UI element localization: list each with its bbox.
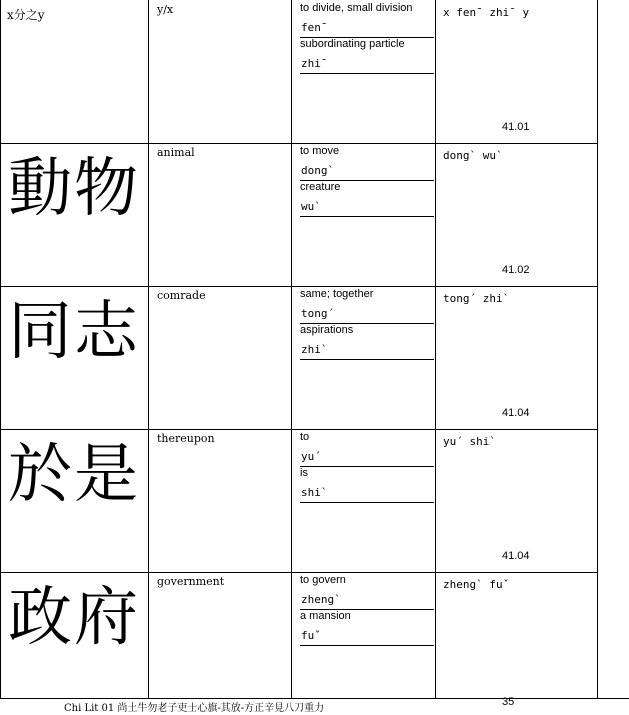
term-cell <box>0 572 148 715</box>
character-gloss-cell <box>292 572 435 715</box>
char-gloss: to govern <box>300 574 346 586</box>
lesson-ref: 41.04 <box>502 407 530 419</box>
full-pinyin: yu´ shi` <box>443 435 496 448</box>
lesson-ref: 41.04 <box>502 550 530 562</box>
pinyin-cell <box>436 143 598 286</box>
underline <box>300 645 434 646</box>
vocab-row <box>0 286 598 429</box>
term-cell <box>0 143 148 286</box>
full-pinyin: x fen¯ zhi¯ y <box>443 6 530 19</box>
char-gloss: to move <box>300 145 340 157</box>
underline <box>300 73 434 74</box>
char-pinyin: shi` <box>301 486 328 499</box>
term-hanzi: 於是 <box>8 438 140 512</box>
char-gloss: same; together <box>300 288 374 300</box>
char-pinyin: wu` <box>301 200 321 213</box>
underline <box>300 216 434 217</box>
underline <box>300 466 434 467</box>
english-cell <box>149 429 291 572</box>
character-gloss-cell <box>292 0 435 143</box>
english-cell <box>149 286 291 429</box>
lesson-ref: 41.01 <box>502 121 530 133</box>
underline <box>300 502 434 503</box>
term-text: x分之y <box>7 8 45 22</box>
term-cell <box>0 286 148 429</box>
char-pinyin: fen¯ <box>301 21 328 34</box>
english-meaning: comrade <box>157 289 206 302</box>
pinyin-cell <box>436 0 598 143</box>
english-cell <box>149 0 291 143</box>
page-footer: Chi Lit 01 尚土牛勿老子吏士心旗-其放-方正辛見八刀重力 <box>64 703 325 714</box>
term-hanzi: 動物 <box>8 152 140 226</box>
char-gloss: to divide, small division <box>300 2 413 14</box>
char-gloss: is <box>300 467 308 479</box>
english-meaning: animal <box>157 146 195 159</box>
full-pinyin: tong´ zhi` <box>443 292 510 305</box>
term-hanzi: 政府 <box>8 581 140 655</box>
character-gloss-cell <box>292 429 435 572</box>
char-pinyin: tong´ <box>301 307 335 320</box>
lesson-ref: 41.02 <box>502 264 530 276</box>
english-meaning: government <box>157 575 225 588</box>
char-gloss: to <box>300 431 310 443</box>
vocab-row <box>0 572 598 715</box>
page-number: 35 <box>502 696 515 708</box>
char-pinyin: dong` <box>301 164 335 177</box>
english-cell <box>149 143 291 286</box>
pinyin-cell <box>436 286 598 429</box>
full-pinyin: dong` wu` <box>443 149 503 162</box>
english-meaning: y/x <box>157 3 174 16</box>
character-gloss-cell <box>292 143 435 286</box>
vocab-row <box>0 0 598 143</box>
term-cell <box>0 0 148 143</box>
underline <box>300 359 434 360</box>
char-pinyin: fuˇ <box>301 629 321 642</box>
english-cell <box>149 572 291 715</box>
vocab-row <box>0 143 598 286</box>
char-pinyin: yu´ <box>301 450 321 463</box>
char-pinyin: zheng` <box>301 593 341 606</box>
term-hanzi: 同志 <box>8 295 140 369</box>
term-cell <box>0 429 148 572</box>
english-meaning: thereupon <box>157 432 215 445</box>
char-gloss: aspirations <box>300 324 354 336</box>
char-gloss: a mansion <box>300 610 351 622</box>
char-pinyin: zhi¯ <box>301 57 328 70</box>
full-pinyin: zheng` fuˇ <box>443 578 510 591</box>
pinyin-cell <box>436 429 598 572</box>
character-gloss-cell <box>292 286 435 429</box>
pinyin-cell <box>436 572 598 715</box>
char-pinyin: zhi` <box>301 343 328 356</box>
vocab-row <box>0 429 598 572</box>
char-gloss: creature <box>300 181 341 193</box>
char-gloss: subordinating particle <box>300 38 405 50</box>
